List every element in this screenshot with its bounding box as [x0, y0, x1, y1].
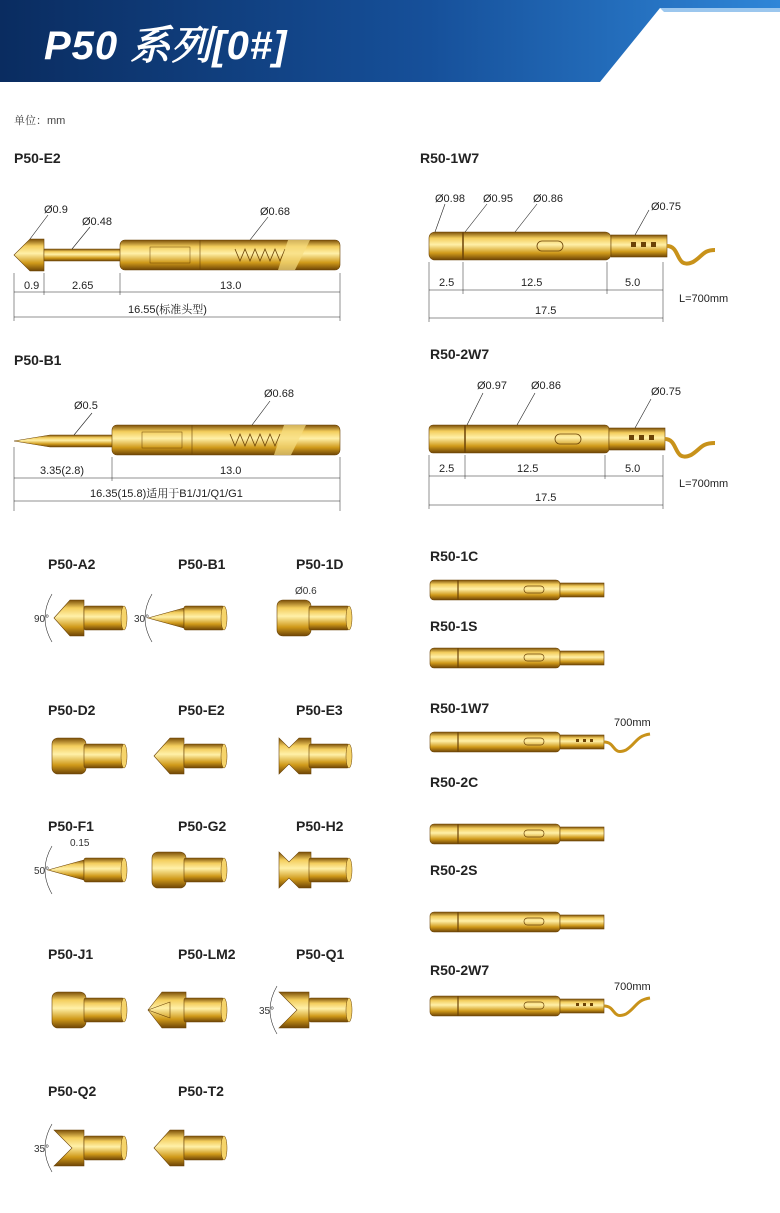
tip-drawing	[265, 588, 355, 648]
tip-angle: 30°	[134, 614, 150, 625]
tip-angle: 35°	[259, 1006, 275, 1017]
receptacle-drawing	[428, 644, 668, 674]
tip-drawing	[265, 840, 355, 900]
e2-len2: 2.65	[72, 280, 94, 292]
tip-label: P50-Q1	[296, 946, 345, 962]
receptacle-label: R50-1W7	[430, 700, 490, 716]
tip-label: P50-J1	[48, 946, 94, 962]
r2w7-d2: Ø0.86	[531, 380, 561, 392]
r2w7-d3: Ø0.75	[651, 386, 681, 398]
tip-label: P50-B1	[178, 556, 226, 572]
tip-drawing	[40, 980, 130, 1040]
tip-drawing	[34, 588, 130, 648]
unit-note: 单位：mm	[14, 115, 66, 127]
receptacle-drawing	[428, 908, 668, 938]
tip-dia: 0.15	[70, 838, 90, 849]
tip-label: P50-G2	[178, 818, 227, 834]
e2-len1: 0.9	[24, 280, 40, 292]
r1w7-d1: Ø0.98	[435, 193, 465, 205]
tip-label: P50-Q2	[48, 1083, 97, 1099]
r1w7-len3: 5.0	[625, 277, 641, 289]
r2w7-len3: 5.0	[625, 463, 641, 475]
e2-len3: 13.0	[220, 280, 242, 292]
receptacle-drawing	[428, 820, 668, 850]
r1w7-len2: 12.5	[521, 277, 543, 289]
tip-label: P50-D2	[48, 702, 96, 718]
tip-label: P50-LM2	[178, 946, 236, 962]
r1w7-d4: Ø0.75	[651, 201, 681, 213]
tip-label: P50-F1	[48, 818, 94, 834]
r2w7-title: R50-2W7	[430, 346, 490, 362]
tip-dia: Ø0.6	[295, 586, 317, 597]
e2-d3: Ø0.68	[260, 206, 290, 218]
tip-angle: 35°	[34, 1144, 50, 1155]
receptacle-label: R50-2C	[430, 774, 479, 790]
e2-title: P50-E2	[14, 150, 61, 166]
tip-label: P50-E3	[296, 702, 343, 718]
receptacle-label: R50-2S	[430, 862, 478, 878]
tip-label: P50-A2	[48, 556, 96, 572]
b1-d2: Ø0.68	[264, 388, 294, 400]
tip-drawing	[140, 1118, 230, 1178]
r2w7-len2: 12.5	[517, 463, 539, 475]
r2w7-total: 17.5	[535, 492, 557, 504]
tip-drawing	[40, 726, 130, 786]
tip-label: P50-T2	[178, 1083, 224, 1099]
e2-d1: Ø0.9	[44, 204, 68, 216]
receptacle-drawing	[428, 981, 668, 1022]
tip-angle: 50°	[34, 866, 50, 877]
e2-total: 16.55(标准头型)	[128, 304, 207, 316]
tip-drawing	[140, 726, 230, 786]
r2w7-d1: Ø0.97	[477, 380, 507, 392]
tip-drawing	[34, 1118, 130, 1178]
e2-drawing	[10, 195, 350, 325]
b1-total: 16.35(15.8)适用于B1/J1/Q1/G1	[90, 488, 243, 500]
r1w7-len1: 2.5	[439, 277, 455, 289]
receptacle-wire: 700mm	[614, 717, 651, 729]
tip-drawing	[259, 980, 355, 1040]
receptacle-label: R50-1C	[430, 548, 479, 564]
b1-drawing	[10, 385, 350, 515]
r2w7-drawing	[425, 375, 775, 515]
tip-drawing	[34, 838, 130, 900]
r1w7-drawing	[425, 190, 775, 330]
b1-len2: 13.0	[220, 465, 242, 477]
b1-title: P50-B1	[14, 352, 62, 368]
tip-label: P50-E2	[178, 702, 225, 718]
r1w7-title: R50-1W7	[420, 150, 480, 166]
r1w7-d3: Ø0.86	[533, 193, 563, 205]
tip-angle: 90°	[34, 614, 50, 625]
tip-drawing	[140, 980, 230, 1040]
e2-d2: Ø0.48	[82, 216, 112, 228]
tip-label: P50-1D	[296, 556, 344, 572]
r2w7-wire: L=700mm	[679, 478, 729, 490]
tip-drawing	[140, 840, 230, 900]
r1w7-total: 17.5	[535, 305, 557, 317]
tip-drawing	[134, 588, 230, 648]
r1w7-d2: Ø0.95	[483, 193, 513, 205]
receptacle-drawing	[428, 576, 668, 606]
receptacle-label: R50-2W7	[430, 962, 490, 978]
r1w7-wire: L=700mm	[679, 293, 729, 305]
receptacle-wire: 700mm	[614, 981, 651, 993]
tip-drawing	[265, 726, 355, 786]
tip-label: P50-H2	[296, 818, 344, 834]
b1-d1: Ø0.5	[74, 400, 98, 412]
page-title: P50 系列[0#]	[44, 24, 288, 68]
r2w7-len1: 2.5	[439, 463, 455, 475]
receptacle-drawing	[428, 717, 668, 758]
b1-len1: 3.35(2.8)	[40, 465, 85, 477]
receptacle-label: R50-1S	[430, 618, 478, 634]
